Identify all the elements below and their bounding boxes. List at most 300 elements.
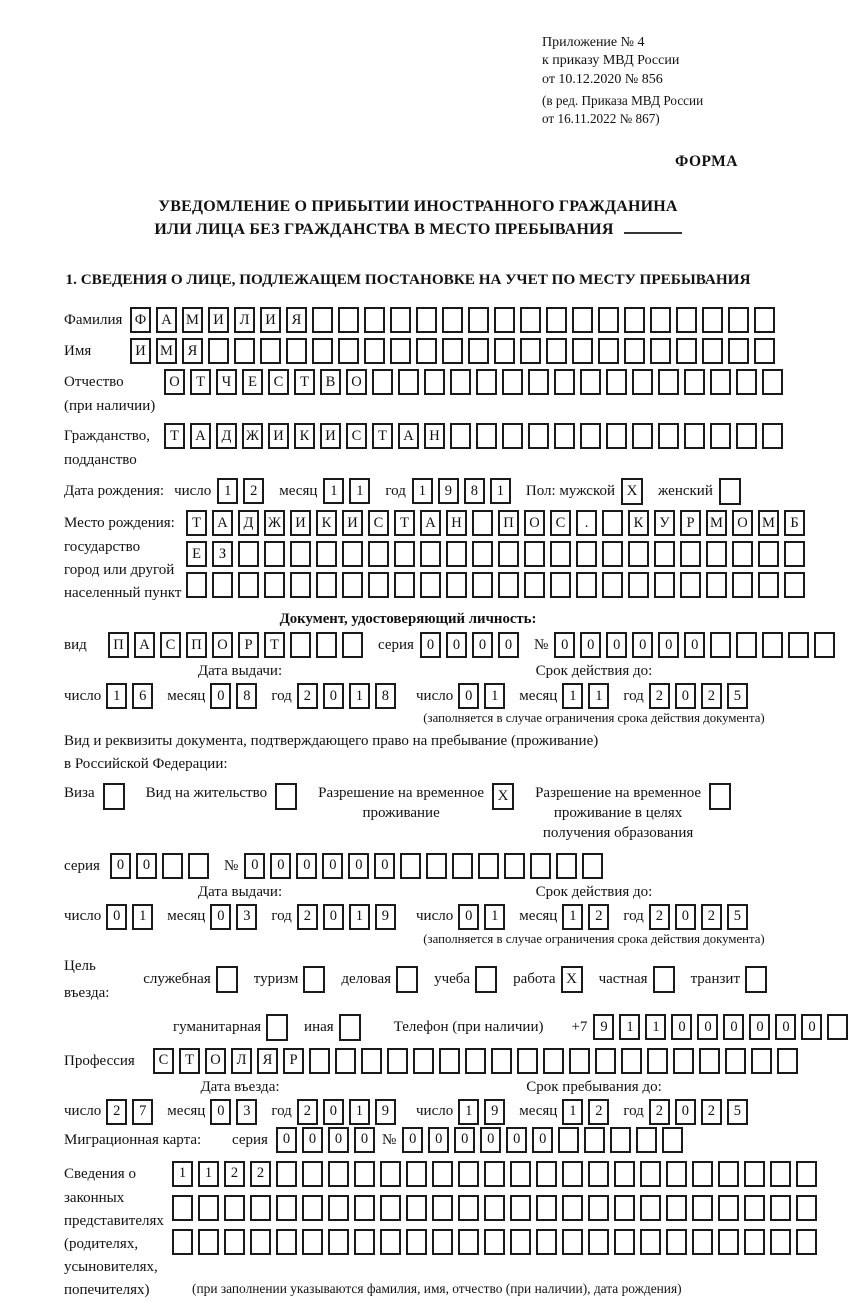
given-name-cell[interactable]	[520, 338, 541, 364]
guardian-cell[interactable]	[172, 1195, 193, 1221]
guardian-cell[interactable]	[588, 1161, 609, 1187]
given-name-cell[interactable]	[208, 338, 229, 364]
birth-place-cell[interactable]	[472, 510, 493, 536]
guardian-cell[interactable]	[302, 1195, 323, 1221]
guardian-cell[interactable]	[796, 1161, 817, 1187]
date-cell[interactable]: 3	[236, 904, 257, 930]
surname-cell[interactable]	[520, 307, 541, 333]
date-cell[interactable]: 2	[588, 1099, 609, 1125]
guardian-cell[interactable]	[354, 1195, 375, 1221]
profession-cell[interactable]	[751, 1048, 772, 1074]
residence-number-cell[interactable]	[504, 853, 525, 879]
profession-cell[interactable]: Л	[231, 1048, 252, 1074]
patronymic-cell[interactable]	[658, 369, 679, 395]
given-name-cell[interactable]	[650, 338, 671, 364]
birth-place-cell[interactable]	[550, 572, 571, 598]
doc-type-cell[interactable]: А	[134, 632, 155, 658]
birth-place-cell[interactable]	[654, 572, 675, 598]
doc-number-cell[interactable]: 0	[554, 632, 575, 658]
visa-checkbox[interactable]	[103, 783, 125, 810]
patronymic-cell[interactable]: В	[320, 369, 341, 395]
guardian-cell[interactable]	[484, 1229, 505, 1255]
birth-place-cell[interactable]: С	[550, 510, 571, 536]
birth-place-cell[interactable]	[680, 572, 701, 598]
birth-month-cell[interactable]: 1	[349, 478, 370, 504]
surname-cell[interactable]	[364, 307, 385, 333]
birth-place-cell[interactable]	[784, 572, 805, 598]
guardian-cell[interactable]	[614, 1195, 635, 1221]
date-cell[interactable]: 0	[323, 683, 344, 709]
doc-number-cell[interactable]	[788, 632, 809, 658]
birth-place-cell[interactable]: Т	[394, 510, 415, 536]
purpose-study-checkbox[interactable]	[475, 966, 497, 993]
date-cell[interactable]: 1	[484, 904, 505, 930]
given-name-cell[interactable]	[728, 338, 749, 364]
birth-place-cell[interactable]	[238, 541, 259, 567]
date-cell[interactable]: 1	[484, 683, 505, 709]
migration-series-cell[interactable]: 0	[328, 1127, 349, 1153]
date-cell[interactable]: 0	[458, 904, 479, 930]
doc-type-cell[interactable]	[342, 632, 363, 658]
guardian-cell[interactable]	[198, 1195, 219, 1221]
birth-place-cell[interactable]	[472, 572, 493, 598]
patronymic-cell[interactable]: Т	[294, 369, 315, 395]
date-cell[interactable]: 5	[727, 1099, 748, 1125]
birth-place-cell[interactable]: М	[706, 510, 727, 536]
patronymic-cell[interactable]	[632, 369, 653, 395]
phone-cell[interactable]: 0	[697, 1014, 718, 1040]
birth-place-cell[interactable]: О	[524, 510, 545, 536]
guardian-cell[interactable]	[640, 1229, 661, 1255]
guardian-cell[interactable]	[588, 1229, 609, 1255]
patronymic-cell[interactable]	[736, 369, 757, 395]
phone-cell[interactable]: 1	[619, 1014, 640, 1040]
birth-place-cell[interactable]: П	[498, 510, 519, 536]
citizenship-cell[interactable]: Т	[164, 423, 185, 449]
birth-place-cell[interactable]	[264, 572, 285, 598]
birth-year-cell[interactable]: 1	[412, 478, 433, 504]
date-cell[interactable]: 3	[236, 1099, 257, 1125]
profession-cell[interactable]: О	[205, 1048, 226, 1074]
guardian-cell[interactable]	[432, 1195, 453, 1221]
patronymic-cell[interactable]: Т	[190, 369, 211, 395]
doc-number-cell[interactable]: 0	[632, 632, 653, 658]
profession-cell[interactable]	[543, 1048, 564, 1074]
migration-number-cell[interactable]: 0	[454, 1127, 475, 1153]
guardian-cell[interactable]	[484, 1195, 505, 1221]
phone-cell[interactable]: 1	[645, 1014, 666, 1040]
guardian-cell[interactable]	[510, 1195, 531, 1221]
citizenship-cell[interactable]	[632, 423, 653, 449]
surname-cell[interactable]	[468, 307, 489, 333]
birth-place-cell[interactable]	[758, 541, 779, 567]
guardian-cell[interactable]	[380, 1195, 401, 1221]
date-cell[interactable]: 2	[649, 683, 670, 709]
citizenship-cell[interactable]: И	[268, 423, 289, 449]
date-cell[interactable]: 1	[349, 904, 370, 930]
patronymic-cell[interactable]	[502, 369, 523, 395]
date-cell[interactable]: 0	[675, 904, 696, 930]
date-cell[interactable]: 2	[701, 683, 722, 709]
doc-series-cell[interactable]: 0	[498, 632, 519, 658]
birth-place-cell[interactable]	[602, 541, 623, 567]
guardian-cell[interactable]	[640, 1195, 661, 1221]
surname-cell[interactable]: Ф	[130, 307, 151, 333]
surname-cell[interactable]	[598, 307, 619, 333]
birth-place-cell[interactable]: Н	[446, 510, 467, 536]
birth-place-cell[interactable]	[446, 572, 467, 598]
birth-place-cell[interactable]: Д	[238, 510, 259, 536]
profession-cell[interactable]: Т	[179, 1048, 200, 1074]
birth-place-cell[interactable]	[316, 541, 337, 567]
residence-number-cell[interactable]	[582, 853, 603, 879]
date-cell[interactable]: 6	[132, 683, 153, 709]
profession-cell[interactable]	[465, 1048, 486, 1074]
guardian-cell[interactable]	[172, 1229, 193, 1255]
patronymic-cell[interactable]	[554, 369, 575, 395]
date-cell[interactable]: 2	[588, 904, 609, 930]
surname-cell[interactable]: М	[182, 307, 203, 333]
residence-series-cell[interactable]: 0	[136, 853, 157, 879]
surname-cell[interactable]	[754, 307, 775, 333]
date-cell[interactable]: 0	[458, 683, 479, 709]
birth-place-cell[interactable]: К	[628, 510, 649, 536]
profession-cell[interactable]	[309, 1048, 330, 1074]
citizenship-cell[interactable]	[580, 423, 601, 449]
patronymic-cell[interactable]: Ч	[216, 369, 237, 395]
date-cell[interactable]: 2	[106, 1099, 127, 1125]
date-cell[interactable]: 2	[297, 683, 318, 709]
patronymic-cell[interactable]	[476, 369, 497, 395]
residence-series-cell[interactable]	[162, 853, 183, 879]
migration-number-cell[interactable]	[636, 1127, 657, 1153]
phone-cell[interactable]: 9	[593, 1014, 614, 1040]
patronymic-cell[interactable]: О	[346, 369, 367, 395]
birth-place-cell[interactable]: К	[316, 510, 337, 536]
migration-number-cell[interactable]	[584, 1127, 605, 1153]
birth-place-cell[interactable]: .	[576, 510, 597, 536]
surname-cell[interactable]	[702, 307, 723, 333]
birth-place-cell[interactable]	[498, 572, 519, 598]
given-name-cell[interactable]	[390, 338, 411, 364]
migration-number-cell[interactable]: 0	[506, 1127, 527, 1153]
birth-place-cell[interactable]	[706, 541, 727, 567]
doc-series-cell[interactable]: 0	[472, 632, 493, 658]
male-checkbox[interactable]: X	[621, 478, 643, 505]
surname-cell[interactable]: И	[260, 307, 281, 333]
birth-day-cell[interactable]: 2	[243, 478, 264, 504]
birth-place-cell[interactable]	[628, 572, 649, 598]
birth-place-cell[interactable]	[342, 541, 363, 567]
profession-cell[interactable]	[387, 1048, 408, 1074]
patronymic-cell[interactable]	[710, 369, 731, 395]
birth-place-cell[interactable]	[420, 541, 441, 567]
doc-number-cell[interactable]	[814, 632, 835, 658]
purpose-work-checkbox[interactable]: X	[561, 966, 583, 993]
guardian-cell[interactable]	[302, 1229, 323, 1255]
doc-type-cell[interactable]: С	[160, 632, 181, 658]
purpose-humanitarian-checkbox[interactable]	[266, 1014, 288, 1041]
birth-place-cell[interactable]	[680, 541, 701, 567]
birth-place-cell[interactable]	[290, 572, 311, 598]
residence-number-cell[interactable]: 0	[296, 853, 317, 879]
profession-cell[interactable]	[777, 1048, 798, 1074]
date-cell[interactable]: 0	[675, 683, 696, 709]
profession-cell[interactable]: Я	[257, 1048, 278, 1074]
guardian-cell[interactable]	[692, 1229, 713, 1255]
phone-cell[interactable]: 0	[775, 1014, 796, 1040]
female-checkbox[interactable]	[719, 478, 741, 505]
surname-cell[interactable]	[494, 307, 515, 333]
migration-number-cell[interactable]	[558, 1127, 579, 1153]
profession-cell[interactable]	[647, 1048, 668, 1074]
birth-year-cell[interactable]: 9	[438, 478, 459, 504]
guardian-cell[interactable]	[536, 1195, 557, 1221]
migration-number-cell[interactable]: 0	[480, 1127, 501, 1153]
patronymic-cell[interactable]: О	[164, 369, 185, 395]
guardian-cell[interactable]	[276, 1229, 297, 1255]
profession-cell[interactable]	[335, 1048, 356, 1074]
date-cell[interactable]: 0	[210, 683, 231, 709]
doc-number-cell[interactable]: 0	[684, 632, 705, 658]
birth-place-cell[interactable]: О	[732, 510, 753, 536]
purpose-other-checkbox[interactable]	[339, 1014, 361, 1041]
guardian-cell[interactable]	[354, 1161, 375, 1187]
profession-cell[interactable]	[725, 1048, 746, 1074]
given-name-cell[interactable]	[468, 338, 489, 364]
birth-place-cell[interactable]: У	[654, 510, 675, 536]
purpose-transit-checkbox[interactable]	[745, 966, 767, 993]
guardian-cell[interactable]	[328, 1195, 349, 1221]
doc-number-cell[interactable]: 0	[580, 632, 601, 658]
guardian-cell[interactable]	[380, 1229, 401, 1255]
given-name-cell[interactable]	[416, 338, 437, 364]
birth-day-cell[interactable]: 1	[217, 478, 238, 504]
guardian-cell[interactable]	[250, 1195, 271, 1221]
birth-place-cell[interactable]	[706, 572, 727, 598]
patronymic-cell[interactable]: С	[268, 369, 289, 395]
birth-place-cell[interactable]	[654, 541, 675, 567]
birth-month-cell[interactable]: 1	[323, 478, 344, 504]
guardian-cell[interactable]	[744, 1195, 765, 1221]
residence-number-cell[interactable]: 0	[374, 853, 395, 879]
given-name-cell[interactable]	[338, 338, 359, 364]
patronymic-cell[interactable]	[528, 369, 549, 395]
guardian-cell[interactable]	[614, 1161, 635, 1187]
temp-residence-checkbox[interactable]: X	[492, 783, 514, 810]
guardian-cell[interactable]	[796, 1229, 817, 1255]
guardian-cell[interactable]	[406, 1161, 427, 1187]
patronymic-cell[interactable]	[580, 369, 601, 395]
date-cell[interactable]: 1	[106, 683, 127, 709]
surname-cell[interactable]	[390, 307, 411, 333]
purpose-private-checkbox[interactable]	[653, 966, 675, 993]
guardian-cell[interactable]	[406, 1229, 427, 1255]
birth-year-cell[interactable]: 1	[490, 478, 511, 504]
guardian-cell[interactable]	[224, 1229, 245, 1255]
doc-number-cell[interactable]	[762, 632, 783, 658]
residence-number-cell[interactable]	[556, 853, 577, 879]
given-name-cell[interactable]	[260, 338, 281, 364]
birth-place-cell[interactable]	[212, 572, 233, 598]
guardian-cell[interactable]	[640, 1161, 661, 1187]
surname-cell[interactable]	[546, 307, 567, 333]
residence-number-cell[interactable]	[400, 853, 421, 879]
given-name-cell[interactable]	[442, 338, 463, 364]
date-cell[interactable]: 0	[106, 904, 127, 930]
given-name-cell[interactable]	[546, 338, 567, 364]
migration-number-cell[interactable]: 0	[532, 1127, 553, 1153]
citizenship-cell[interactable]: Н	[424, 423, 445, 449]
surname-cell[interactable]	[338, 307, 359, 333]
citizenship-cell[interactable]: Ж	[242, 423, 263, 449]
migration-series-cell[interactable]: 0	[302, 1127, 323, 1153]
surname-cell[interactable]	[442, 307, 463, 333]
guardian-cell[interactable]	[562, 1229, 583, 1255]
doc-number-cell[interactable]	[710, 632, 731, 658]
purpose-tourism-checkbox[interactable]	[303, 966, 325, 993]
doc-type-cell[interactable]	[290, 632, 311, 658]
citizenship-cell[interactable]	[606, 423, 627, 449]
guardian-cell[interactable]: 2	[224, 1161, 245, 1187]
birth-place-cell[interactable]	[732, 541, 753, 567]
guardian-cell[interactable]	[692, 1195, 713, 1221]
guardian-cell[interactable]	[458, 1195, 479, 1221]
profession-cell[interactable]	[413, 1048, 434, 1074]
phone-cell[interactable]: 0	[749, 1014, 770, 1040]
date-cell[interactable]: 0	[323, 1099, 344, 1125]
birth-place-cell[interactable]: Р	[680, 510, 701, 536]
guardian-cell[interactable]	[510, 1229, 531, 1255]
guardian-cell[interactable]	[406, 1195, 427, 1221]
date-cell[interactable]: 9	[375, 904, 396, 930]
doc-type-cell[interactable]: Т	[264, 632, 285, 658]
guardian-cell[interactable]	[588, 1195, 609, 1221]
guardian-cell[interactable]	[718, 1161, 739, 1187]
profession-cell[interactable]	[673, 1048, 694, 1074]
given-name-cell[interactable]	[572, 338, 593, 364]
profession-cell[interactable]	[699, 1048, 720, 1074]
phone-cell[interactable]: 0	[671, 1014, 692, 1040]
date-cell[interactable]: 2	[297, 1099, 318, 1125]
date-cell[interactable]: 0	[323, 904, 344, 930]
birth-place-cell[interactable]	[602, 572, 623, 598]
patronymic-cell[interactable]: Е	[242, 369, 263, 395]
patronymic-cell[interactable]	[372, 369, 393, 395]
residence-number-cell[interactable]: 0	[348, 853, 369, 879]
citizenship-cell[interactable]	[658, 423, 679, 449]
guardian-cell[interactable]	[276, 1195, 297, 1221]
guardian-cell[interactable]	[458, 1161, 479, 1187]
guardian-cell[interactable]	[666, 1161, 687, 1187]
doc-type-cell[interactable]: О	[212, 632, 233, 658]
profession-cell[interactable]: Р	[283, 1048, 304, 1074]
surname-cell[interactable]: А	[156, 307, 177, 333]
citizenship-cell[interactable]	[450, 423, 471, 449]
given-name-cell[interactable]	[754, 338, 775, 364]
guardian-cell[interactable]	[796, 1195, 817, 1221]
guardian-cell[interactable]	[718, 1195, 739, 1221]
birth-place-cell[interactable]	[342, 572, 363, 598]
doc-series-cell[interactable]: 0	[420, 632, 441, 658]
guardian-cell[interactable]	[718, 1229, 739, 1255]
citizenship-cell[interactable]: С	[346, 423, 367, 449]
profession-cell[interactable]	[361, 1048, 382, 1074]
date-cell[interactable]: 0	[210, 904, 231, 930]
birth-place-cell[interactable]	[784, 541, 805, 567]
citizenship-cell[interactable]	[528, 423, 549, 449]
surname-cell[interactable]	[624, 307, 645, 333]
profession-cell[interactable]	[491, 1048, 512, 1074]
date-cell[interactable]: 1	[349, 683, 370, 709]
birth-place-cell[interactable]: Ж	[264, 510, 285, 536]
given-name-cell[interactable]	[364, 338, 385, 364]
birth-place-cell[interactable]	[524, 572, 545, 598]
citizenship-cell[interactable]: А	[398, 423, 419, 449]
date-cell[interactable]: 5	[727, 904, 748, 930]
doc-number-cell[interactable]: 0	[606, 632, 627, 658]
migration-number-cell[interactable]	[610, 1127, 631, 1153]
date-cell[interactable]: 8	[375, 683, 396, 709]
guardian-cell[interactable]: 1	[198, 1161, 219, 1187]
birth-place-cell[interactable]	[732, 572, 753, 598]
guardian-cell[interactable]	[744, 1161, 765, 1187]
doc-type-cell[interactable]: Р	[238, 632, 259, 658]
patronymic-cell[interactable]	[450, 369, 471, 395]
birth-place-cell[interactable]	[576, 572, 597, 598]
residence-series-cell[interactable]	[188, 853, 209, 879]
guardian-cell[interactable]	[432, 1161, 453, 1187]
birth-place-cell[interactable]	[394, 541, 415, 567]
migration-series-cell[interactable]: 0	[354, 1127, 375, 1153]
date-cell[interactable]: 0	[210, 1099, 231, 1125]
birth-place-cell[interactable]: Е	[186, 541, 207, 567]
guardian-cell[interactable]	[770, 1195, 791, 1221]
birth-place-cell[interactable]: М	[758, 510, 779, 536]
guardian-cell[interactable]	[770, 1229, 791, 1255]
patronymic-cell[interactable]	[762, 369, 783, 395]
citizenship-cell[interactable]: К	[294, 423, 315, 449]
guardian-cell[interactable]	[328, 1161, 349, 1187]
date-cell[interactable]: 9	[484, 1099, 505, 1125]
residence-series-cell[interactable]: 0	[110, 853, 131, 879]
given-name-cell[interactable]	[598, 338, 619, 364]
guardian-cell[interactable]	[614, 1229, 635, 1255]
patronymic-cell[interactable]	[684, 369, 705, 395]
birth-place-cell[interactable]: Т	[186, 510, 207, 536]
residence-permit-checkbox[interactable]	[275, 783, 297, 810]
birth-place-cell[interactable]: Б	[784, 510, 805, 536]
surname-cell[interactable]: Я	[286, 307, 307, 333]
given-name-cell[interactable]: Я	[182, 338, 203, 364]
profession-cell[interactable]	[439, 1048, 460, 1074]
surname-cell[interactable]	[728, 307, 749, 333]
date-cell[interactable]: 2	[701, 904, 722, 930]
birth-place-cell[interactable]	[394, 572, 415, 598]
citizenship-cell[interactable]	[736, 423, 757, 449]
birth-year-cell[interactable]: 8	[464, 478, 485, 504]
residence-number-cell[interactable]	[530, 853, 551, 879]
doc-type-cell[interactable]	[316, 632, 337, 658]
birth-place-cell[interactable]: А	[420, 510, 441, 536]
date-cell[interactable]: 1	[562, 1099, 583, 1125]
surname-cell[interactable]	[312, 307, 333, 333]
given-name-cell[interactable]	[676, 338, 697, 364]
birth-place-cell[interactable]	[420, 572, 441, 598]
guardian-cell[interactable]	[458, 1229, 479, 1255]
guardian-cell[interactable]	[666, 1229, 687, 1255]
residence-number-cell[interactable]	[426, 853, 447, 879]
